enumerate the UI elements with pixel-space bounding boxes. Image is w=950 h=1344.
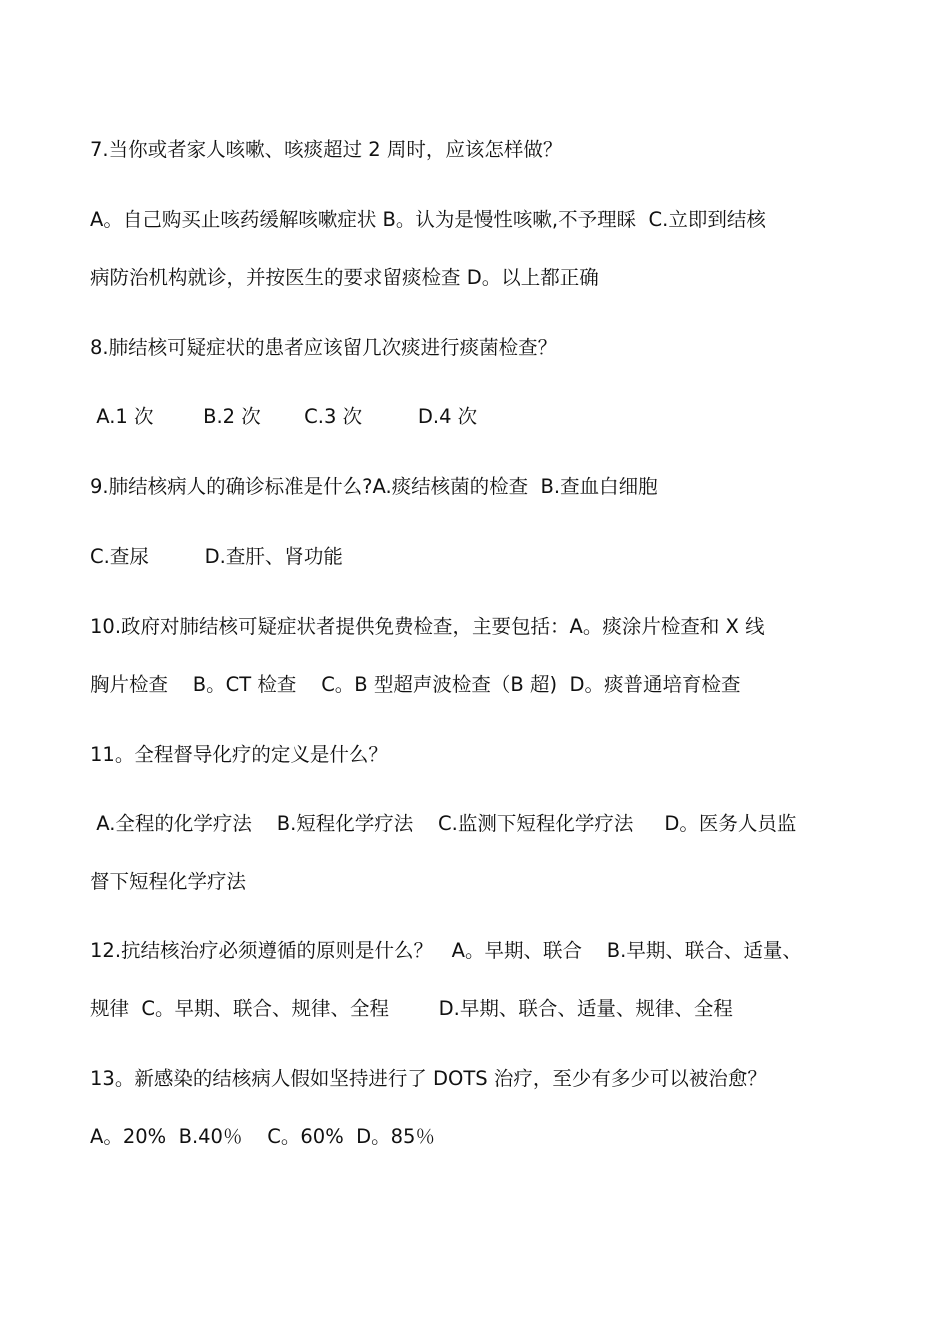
- question-10-options: 胸片检查 B。CT 检查 C。B 型超声波检查（B 超) D。痰普通培育检查: [90, 673, 741, 696]
- question-7-options-line-1: A。自己购买止咳药缓解咳嗽症状 B。认为是慢性咳嗽,不予理睬 C.立即到结核: [90, 208, 766, 231]
- question-11-options-line-1: A.全程的化学疗法 B.短程化学疗法 C.监测下短程化学疗法 D。医务人员监: [90, 812, 797, 835]
- question-10-text: 10.政府对肺结核可疑症状者提供免费检查，主要包括：A。痰涂片检查和 X 线: [90, 615, 765, 638]
- question-13-options: A。20% B.40％ C。60% D。85％: [90, 1125, 435, 1148]
- question-8-options: A.1 次 B.2 次 C.3 次 D.4 次: [90, 405, 478, 428]
- question-11-text: 11。全程督导化疗的定义是什么？: [90, 743, 388, 766]
- question-13-text: 13。新感染的结核病人假如坚持进行了 DOTS 治疗，至少有多少可以被治愈？: [90, 1067, 767, 1090]
- question-9-options: C.查尿 D.查肝、肾功能: [90, 545, 343, 568]
- question-7-text: 7.当你或者家人咳嗽、咳痰超过 2 周时，应该怎样做？: [90, 138, 563, 161]
- question-12-text: 12.抗结核治疗必须遵循的原则是什么？ A。早期、联合 B.早期、联合、适量、: [90, 939, 802, 962]
- question-12-options: 规律 C。早期、联合、规律、全程 D.早期、联合、适量、规律、全程: [90, 997, 733, 1020]
- question-7-options-line-2: 病防治机构就诊，并按医生的要求留痰检查 D。以上都正确: [90, 266, 599, 289]
- question-9-text: 9.肺结核病人的确诊标准是什么?A.痰结核菌的检查 B.查血白细胞: [90, 475, 658, 498]
- question-11-options-line-2: 督下短程化学疗法: [90, 870, 247, 893]
- question-8-text: 8.肺结核可疑症状的患者应该留几次痰进行痰菌检查？: [90, 336, 558, 359]
